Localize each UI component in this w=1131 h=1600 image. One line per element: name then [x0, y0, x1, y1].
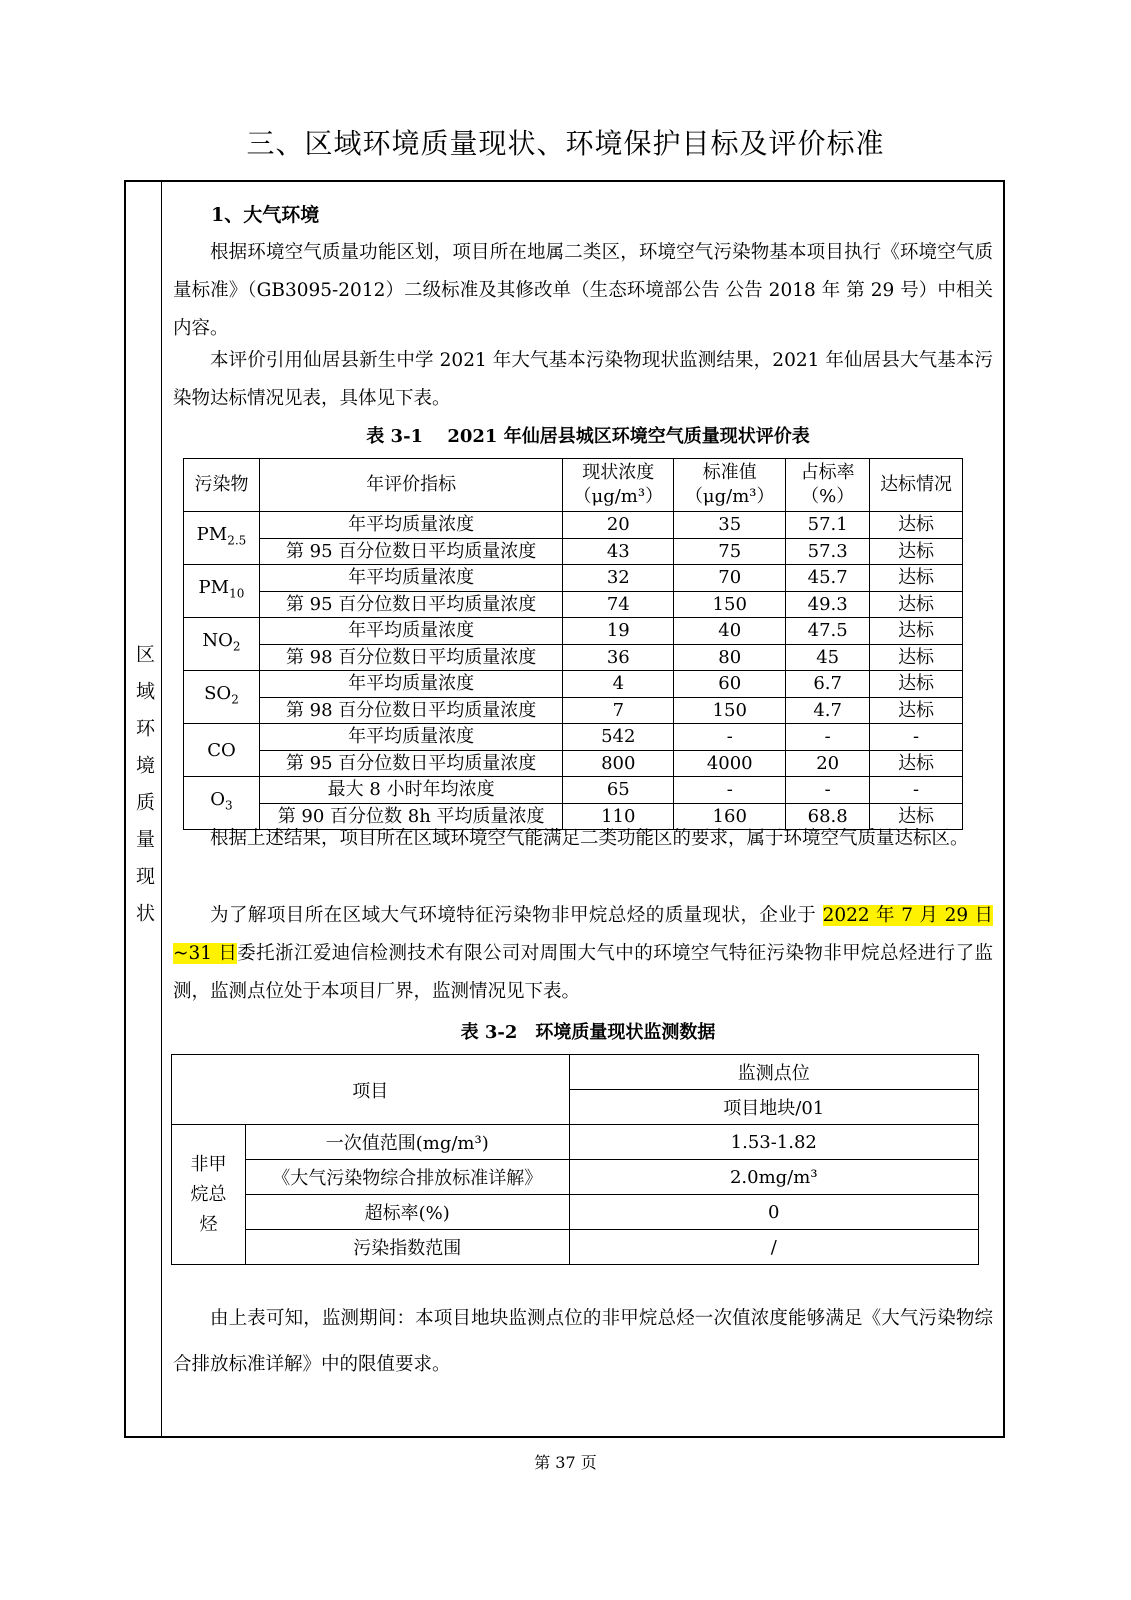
table2-header-row [172, 1055, 979, 1090]
ratio-cell: 68.8 [786, 803, 870, 830]
side-column [126, 182, 162, 1436]
pollutant-cell: $PM_{2.5}$ [184, 512, 260, 565]
table2-point-name: 项目地块/01 [569, 1090, 978, 1125]
ratio-cell: 45 [786, 644, 870, 671]
monitoring-table [171, 1054, 979, 1265]
row-label-cell: 《大气污染物综合排放标准详解》 [245, 1160, 569, 1195]
concentration-cell: 74 [563, 591, 674, 618]
concentration-cell: 542 [563, 724, 674, 751]
pollutant-cell: $SO_2$ [184, 671, 260, 724]
ratio-cell: 49.3 [786, 591, 870, 618]
concentration-cell: 32 [563, 565, 674, 592]
standard-cell: 150 [674, 591, 786, 618]
paragraph-result: 由上表可知，监测期间：本项目地块监测点位的非甲烷总烃一次值浓度能够满足《大气污染物综合排放标准详解》中的限值要求。 [173, 1308, 993, 1375]
header-pollutant: 污染物 [184, 459, 260, 512]
concentration-cell: 65 [563, 777, 674, 804]
side-label: 区域环境质量现状 [133, 644, 155, 940]
header-standard: 标准值 （μg/m³） [674, 459, 786, 512]
concentration-cell: 20 [563, 512, 674, 539]
status-cell: 达标 [870, 565, 963, 592]
group-label-cell: 非甲烷总烃 [172, 1125, 246, 1265]
table1-row [184, 512, 963, 539]
ratio-cell: 20 [786, 750, 870, 777]
standard-cell: 75 [674, 538, 786, 565]
ratio-cell: 6.7 [786, 671, 870, 698]
concentration-cell: 43 [563, 538, 674, 565]
paragraph-reference: 本评价引用仙居县新生中学 2021 年大气基本污染物现状监测结果，2021 年仙居县大气基本污染物达标情况见表，具体见下表。 [173, 350, 993, 409]
ratio-cell: - [786, 777, 870, 804]
table2-caption: 表 3-2 环境质量现状监测数据 [460, 1022, 716, 1043]
table2-item-header: 项目 [172, 1055, 570, 1125]
indicator-cell: 第 95 百分位数日平均质量浓度 [259, 750, 562, 777]
table1-row [184, 724, 963, 751]
indicator-cell: 第 90 百分位数 8h 平均质量浓度 [259, 803, 562, 830]
pollutant-cell: $O_3$ [184, 777, 260, 830]
ratio-cell: 47.5 [786, 618, 870, 645]
status-cell: - [870, 724, 963, 751]
row-value-cell: / [569, 1230, 978, 1265]
standard-cell: 4000 [674, 750, 786, 777]
indicator-cell: 年平均质量浓度 [259, 618, 562, 645]
standard-cell: 35 [674, 512, 786, 539]
concentration-cell: 36 [563, 644, 674, 671]
table1-row [184, 618, 963, 645]
air-quality-table [183, 458, 963, 830]
indicator-cell: 最大 8 小时年均浓度 [259, 777, 562, 804]
indicator-cell: 第 95 百分位数日平均质量浓度 [259, 538, 562, 565]
header-ratio: 占标率 （%） [786, 459, 870, 512]
page-footer: 第 37 页 [534, 1453, 597, 1472]
standard-cell: 150 [674, 697, 786, 724]
row-label-cell: 一次值范围(mg/m³) [245, 1125, 569, 1160]
row-label-cell: 超标率(%) [245, 1195, 569, 1230]
paragraph-conclusion: 根据上述结果，项目所在区域环境空气能满足二类功能区的要求，属于环境空气质量达标区。 [210, 828, 969, 849]
table2-row [172, 1195, 979, 1230]
pollutant-cell: $NO_2$ [184, 618, 260, 671]
indicator-cell: 第 95 百分位数日平均质量浓度 [259, 591, 562, 618]
table1-row [184, 750, 963, 777]
page-title: 三、区域环境质量现状、环境保护目标及评价标准 [246, 127, 885, 160]
concentration-cell: 800 [563, 750, 674, 777]
paragraph-standard: 根据环境空气质量功能区划，项目所在地属二类区，环境空气污染物基本项目执行《环境空气质量标准》（GB3095-2012）二级标准及其修改单（生态环境部公告 公告 2018 年 第 29 号）中相关内容。 [173, 242, 993, 339]
pollutant-cell: $PM_{10}$ [184, 565, 260, 618]
standard-cell: - [674, 724, 786, 751]
header-indicator: 年评价指标 [259, 459, 562, 512]
row-value-cell: 0 [569, 1195, 978, 1230]
table2-row [172, 1125, 979, 1160]
row-value-cell: 1.53-1.82 [569, 1125, 978, 1160]
indicator-cell: 年平均质量浓度 [259, 671, 562, 698]
standard-cell: 160 [674, 803, 786, 830]
table1-row [184, 644, 963, 671]
section-heading: 1、大气环境 [211, 204, 320, 226]
ratio-cell: 57.1 [786, 512, 870, 539]
status-cell: 达标 [870, 697, 963, 724]
standard-cell: 70 [674, 565, 786, 592]
table1-row [184, 565, 963, 592]
standard-cell: 80 [674, 644, 786, 671]
header-status: 达标情况 [870, 459, 963, 512]
ratio-cell: - [786, 724, 870, 751]
ratio-cell: 4.7 [786, 697, 870, 724]
status-cell: 达标 [870, 512, 963, 539]
status-cell: 达标 [870, 803, 963, 830]
header-concentration: 现状浓度 （μg/m³） [563, 459, 674, 512]
content-frame [124, 180, 1005, 1438]
concentration-cell: 19 [563, 618, 674, 645]
concentration-cell: 110 [563, 803, 674, 830]
standard-cell: 60 [674, 671, 786, 698]
standard-cell: - [674, 777, 786, 804]
table1-row [184, 777, 963, 804]
status-cell: 达标 [870, 750, 963, 777]
ratio-cell: 57.3 [786, 538, 870, 565]
status-cell: 达标 [870, 671, 963, 698]
highlighted-date: 2022 年 7 月 29 日~31 日 [173, 905, 994, 964]
table1-header-row [184, 459, 963, 512]
indicator-cell: 第 98 百分位数日平均质量浓度 [259, 644, 562, 671]
status-cell: 达标 [870, 538, 963, 565]
table1-row [184, 538, 963, 565]
table1-row [184, 671, 963, 698]
main-content [163, 182, 1003, 1436]
status-cell: - [870, 777, 963, 804]
ratio-cell: 45.7 [786, 565, 870, 592]
concentration-cell: 7 [563, 697, 674, 724]
table1-row [184, 697, 963, 724]
table1-row [184, 591, 963, 618]
status-cell: 达标 [870, 644, 963, 671]
indicator-cell: 年平均质量浓度 [259, 565, 562, 592]
pollutant-cell: CO [184, 724, 260, 777]
concentration-cell: 4 [563, 671, 674, 698]
table2-row [172, 1230, 979, 1265]
row-value-cell: 2.0mg/m³ [569, 1160, 978, 1195]
table1-caption: 表 3-1 2021 年仙居县城区环境空气质量现状评价表 [366, 426, 810, 447]
standard-cell: 40 [674, 618, 786, 645]
paragraph-monitoring: 为了解项目所在区域大气环境特征污染物非甲烷总烃的质量现状，企业于 2022 年 7 月 29 日~31 日委托浙江爱迪信检测技术有限公司对周围大气中的环境空气特征污染物非甲烷总烃进行了监测，监测点位处于本项目厂界，监测情况见下表。 [173, 905, 994, 1002]
status-cell: 达标 [870, 591, 963, 618]
status-cell: 达标 [870, 618, 963, 645]
indicator-cell: 第 98 百分位数日平均质量浓度 [259, 697, 562, 724]
indicator-cell: 年平均质量浓度 [259, 724, 562, 751]
row-label-cell: 污染指数范围 [245, 1230, 569, 1265]
table2-point-header: 监测点位 [569, 1055, 978, 1090]
indicator-cell: 年平均质量浓度 [259, 512, 562, 539]
table2-row [172, 1160, 979, 1195]
